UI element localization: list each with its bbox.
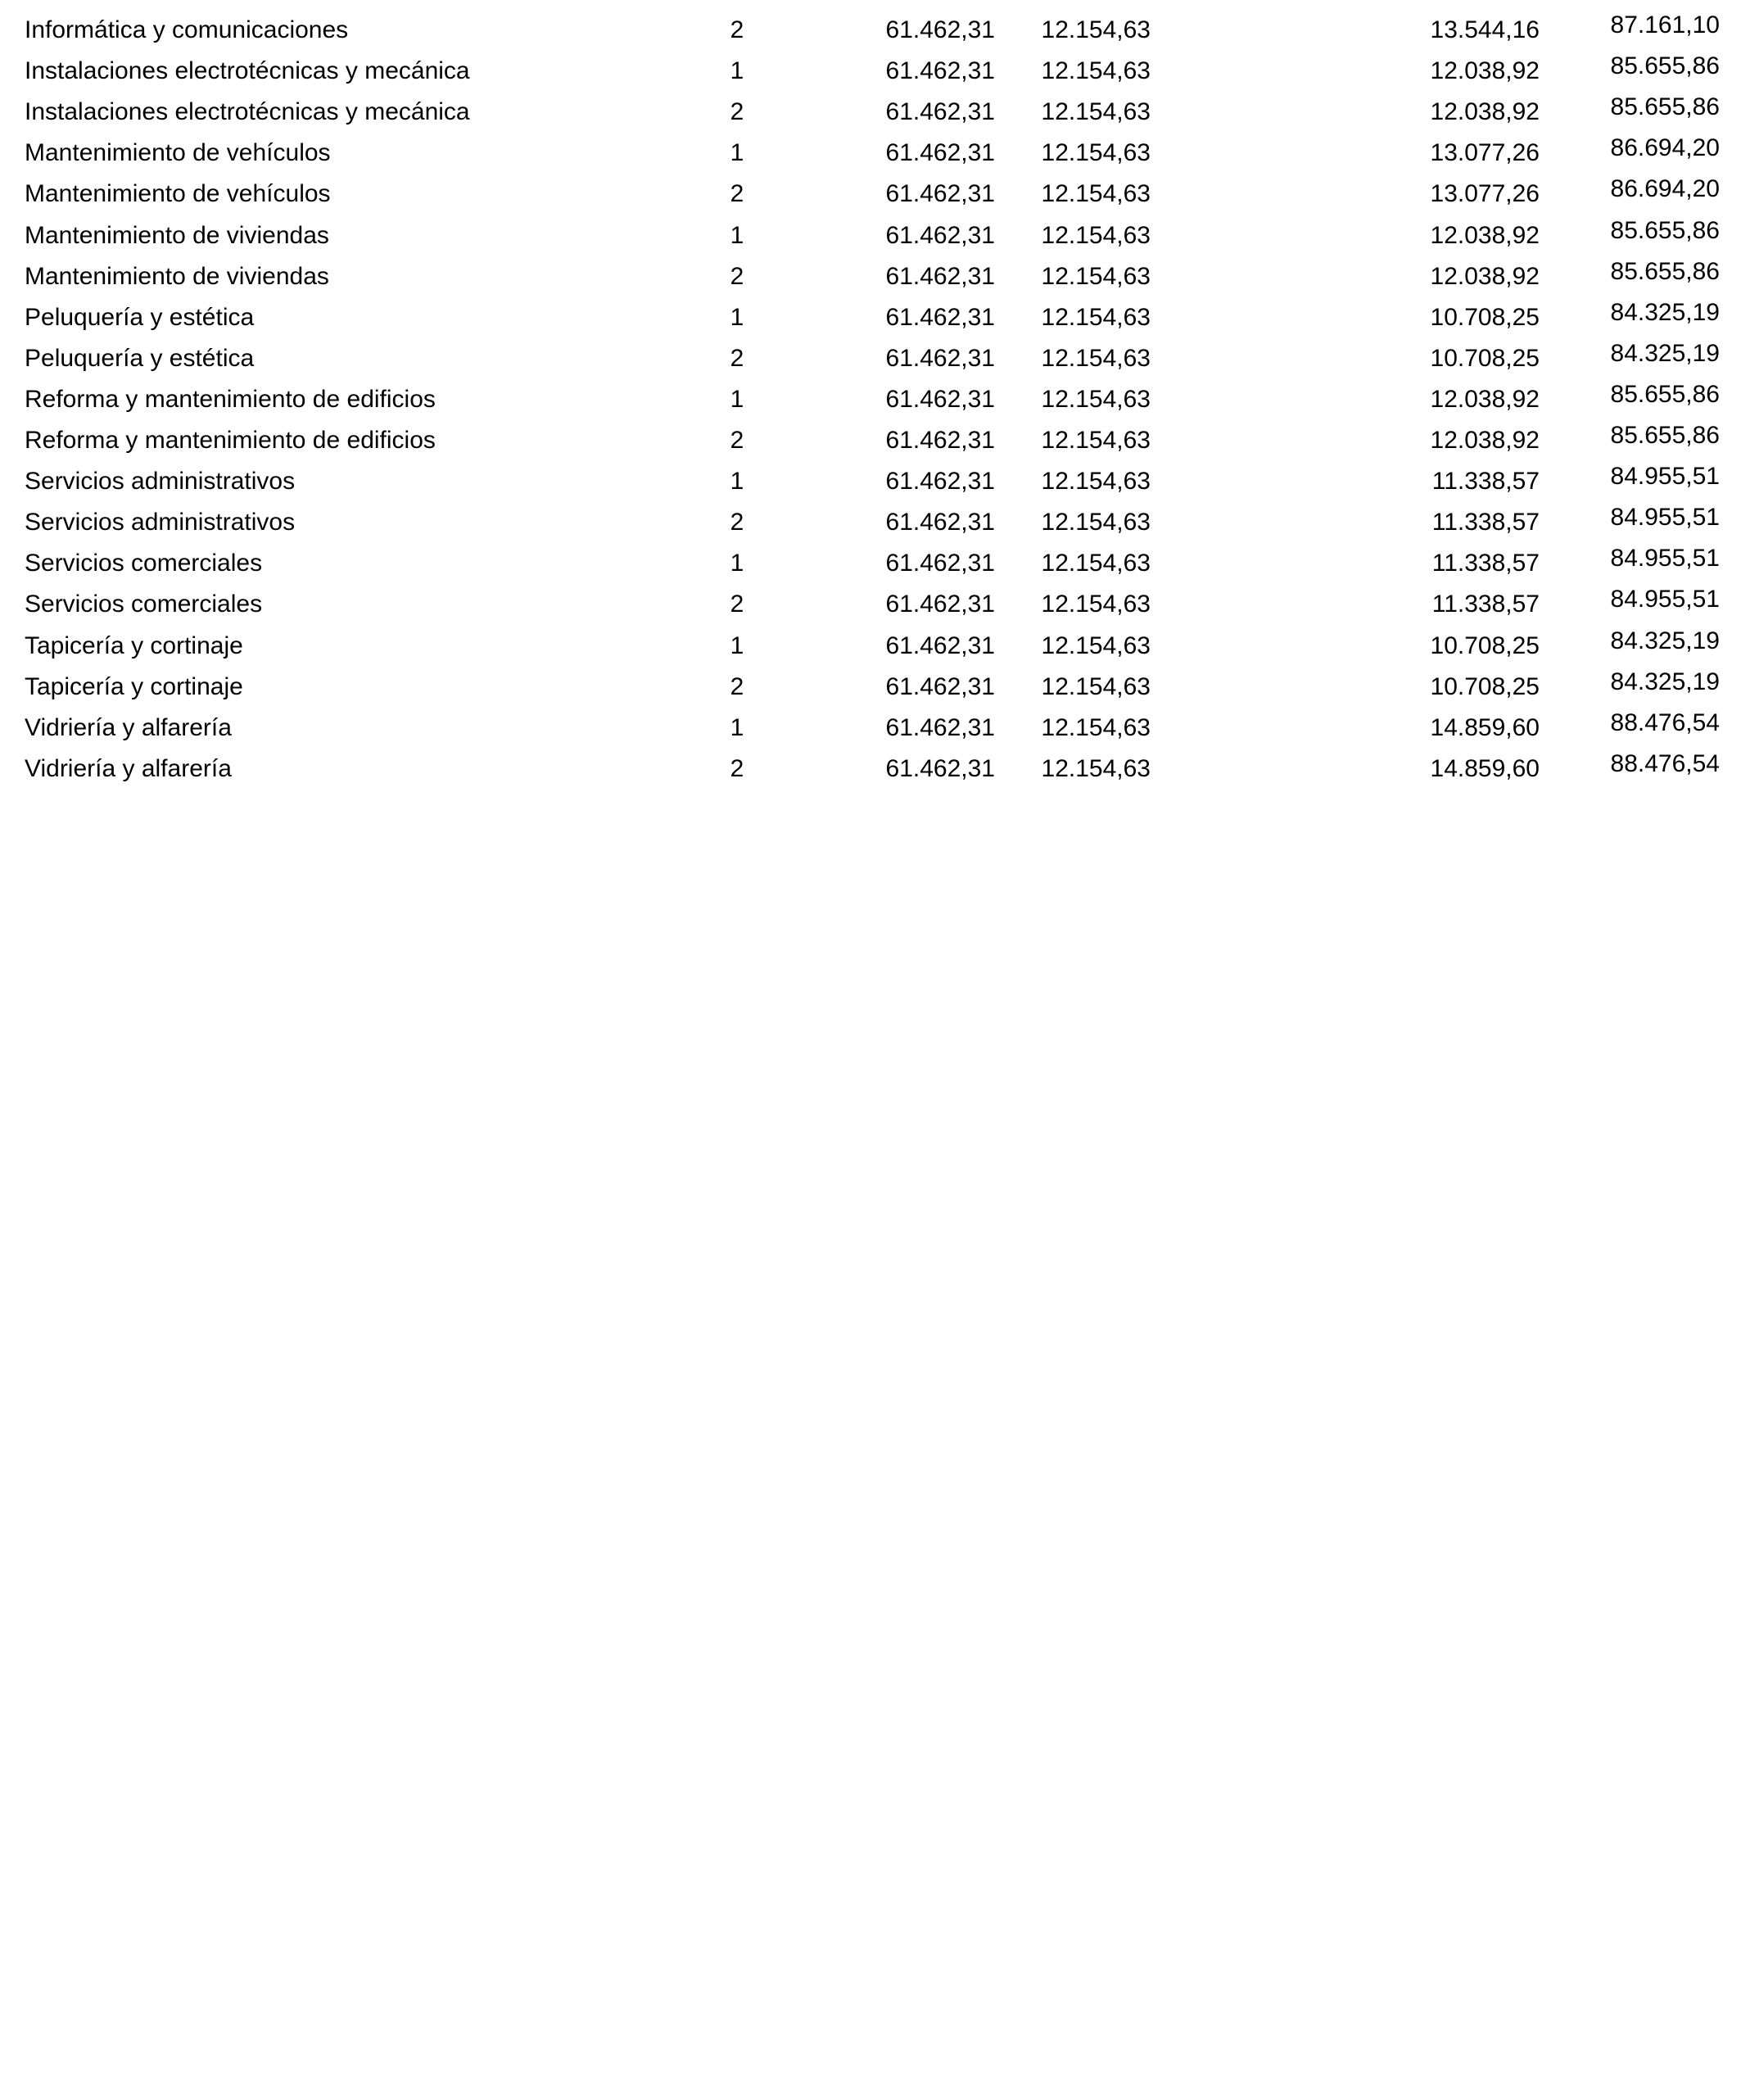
amount-cell-2: 12.154,63	[1041, 631, 1151, 659]
amount-cell-1: 61.462,31	[885, 427, 995, 454]
level-cell: 2	[730, 509, 744, 536]
amount-cell-1: 61.462,31	[885, 303, 995, 331]
specialty-cell: Informática y comunicaciones	[25, 16, 349, 43]
level-cell: 1	[730, 550, 744, 577]
table-row	[0, 52, 1741, 100]
table-row	[0, 11, 1741, 59]
specialty-cell: Reforma y mantenimiento de edificios	[25, 427, 436, 454]
amount-cell-3: 11.338,57	[1431, 509, 1540, 536]
specialty-cell: Peluquería y estética	[25, 303, 255, 331]
specialty-cell: Mantenimiento de vehículos	[25, 180, 331, 208]
table-row	[0, 504, 1741, 551]
level-cell: 2	[730, 180, 744, 208]
amount-cell-3: 13.077,26	[1430, 139, 1540, 167]
amount-cell-1: 61.462,31	[885, 221, 995, 249]
amount-cell-2: 12.154,63	[1041, 98, 1151, 126]
total-cell: 88.476,54	[1610, 708, 1720, 736]
amount-cell-3: 11.338,57	[1431, 591, 1540, 618]
total-cell: 87.161,10	[1610, 11, 1720, 38]
amount-cell-1: 61.462,31	[885, 754, 995, 782]
amount-cell-3: 13.544,16	[1430, 16, 1540, 43]
total-cell: 85.655,86	[1610, 380, 1720, 408]
amount-cell-2: 12.154,63	[1041, 16, 1151, 43]
amount-cell-1: 61.462,31	[885, 139, 995, 167]
amount-cell-1: 61.462,31	[885, 16, 995, 43]
specialty-cell: Reforma y mantenimiento de edificios	[25, 385, 436, 413]
amount-cell-3: 14.859,60	[1430, 713, 1540, 741]
level-cell: 2	[730, 16, 744, 43]
total-cell: 85.655,86	[1610, 52, 1720, 80]
table-row	[0, 93, 1741, 141]
table-row	[0, 627, 1741, 675]
total-cell: 85.655,86	[1610, 422, 1720, 449]
amount-cell-3: 13.077,26	[1430, 180, 1540, 208]
total-cell: 84.325,19	[1610, 668, 1720, 695]
amount-cell-3: 10.708,25	[1430, 344, 1540, 372]
total-cell: 88.476,54	[1610, 749, 1720, 777]
specialty-cell: Mantenimiento de viviendas	[25, 221, 329, 249]
level-cell: 1	[730, 713, 744, 741]
level-cell: 1	[730, 221, 744, 249]
amount-cell-1: 61.462,31	[885, 262, 995, 290]
specialty-cell: Servicios comerciales	[25, 591, 263, 618]
amount-cell-2: 12.154,63	[1041, 303, 1151, 331]
table-row	[0, 668, 1741, 716]
amount-cell-2: 12.154,63	[1041, 754, 1151, 782]
table-row	[0, 380, 1741, 428]
amount-cell-2: 12.154,63	[1041, 262, 1151, 290]
amount-cell-3: 12.038,92	[1430, 427, 1540, 454]
amount-cell-2: 12.154,63	[1041, 591, 1151, 618]
total-cell: 85.655,86	[1610, 257, 1720, 285]
table-row	[0, 708, 1741, 757]
amount-cell-3: 12.038,92	[1430, 385, 1540, 413]
level-cell: 2	[730, 98, 744, 126]
amount-cell-1: 61.462,31	[885, 468, 995, 496]
table-row	[0, 298, 1741, 346]
amount-cell-1: 61.462,31	[885, 344, 995, 372]
table-row	[0, 257, 1741, 305]
amount-cell-2: 12.154,63	[1041, 344, 1151, 372]
total-cell: 84.955,51	[1610, 545, 1720, 573]
table-row	[0, 175, 1741, 223]
level-cell: 1	[730, 631, 744, 659]
specialty-cell: Tapicería y cortinaje	[25, 631, 243, 659]
amount-cell-1: 61.462,31	[885, 550, 995, 577]
amount-cell-1: 61.462,31	[885, 591, 995, 618]
specialty-cell: Instalaciones electrotécnicas y mecánica	[25, 98, 470, 126]
amount-cell-2: 12.154,63	[1041, 550, 1151, 577]
total-cell: 84.955,51	[1610, 463, 1720, 491]
specialty-cell: Servicios comerciales	[25, 550, 263, 577]
amount-cell-3: 14.859,60	[1430, 754, 1540, 782]
amount-cell-3: 12.038,92	[1430, 262, 1540, 290]
total-cell: 85.655,86	[1610, 216, 1720, 244]
table-row	[0, 134, 1741, 182]
total-cell: 84.325,19	[1610, 339, 1720, 367]
table-row	[0, 422, 1741, 469]
table-row	[0, 545, 1741, 592]
level-cell: 2	[730, 754, 744, 782]
level-cell: 2	[730, 427, 744, 454]
specialty-cell: Tapicería y cortinaje	[25, 672, 243, 700]
amount-cell-3: 12.038,92	[1430, 98, 1540, 126]
table-row	[0, 216, 1741, 265]
amount-cell-1: 61.462,31	[885, 180, 995, 208]
amount-cell-2: 12.154,63	[1041, 509, 1151, 536]
level-cell: 2	[730, 344, 744, 372]
amount-cell-1: 61.462,31	[885, 385, 995, 413]
amount-cell-1: 61.462,31	[885, 713, 995, 741]
total-cell: 86.694,20	[1610, 175, 1720, 203]
total-cell: 84.955,51	[1610, 504, 1720, 532]
total-cell: 84.325,19	[1610, 627, 1720, 654]
specialty-cell: Mantenimiento de viviendas	[25, 262, 329, 290]
table-row	[0, 463, 1741, 510]
amount-cell-2: 12.154,63	[1041, 427, 1151, 454]
amount-cell-2: 12.154,63	[1041, 57, 1151, 85]
amount-cell-1: 61.462,31	[885, 57, 995, 85]
amount-cell-3: 11.338,57	[1431, 468, 1540, 496]
amount-cell-1: 61.462,31	[885, 631, 995, 659]
total-cell: 84.325,19	[1610, 298, 1720, 326]
level-cell: 1	[730, 468, 744, 496]
total-cell: 85.655,86	[1610, 93, 1720, 121]
amount-cell-3: 10.708,25	[1430, 631, 1540, 659]
amount-cell-3: 12.038,92	[1430, 57, 1540, 85]
specialty-cell: Peluquería y estética	[25, 344, 255, 372]
specialty-cell: Mantenimiento de vehículos	[25, 139, 331, 167]
amount-cell-2: 12.154,63	[1041, 180, 1151, 208]
level-cell: 2	[730, 672, 744, 700]
amount-cell-2: 12.154,63	[1041, 221, 1151, 249]
table-row	[0, 339, 1741, 387]
specialty-cell: Servicios administrativos	[25, 509, 296, 536]
amount-cell-1: 61.462,31	[885, 509, 995, 536]
specialty-cell: Servicios administrativos	[25, 468, 296, 496]
table-row	[0, 586, 1741, 633]
specialty-cell: Instalaciones electrotécnicas y mecánica	[25, 57, 470, 85]
amount-cell-2: 12.154,63	[1041, 385, 1151, 413]
level-cell: 1	[730, 57, 744, 85]
level-cell: 1	[730, 139, 744, 167]
amount-cell-3: 12.038,92	[1430, 221, 1540, 249]
specialty-cell: Vidriería y alfarería	[25, 754, 232, 782]
amount-cell-3: 10.708,25	[1430, 672, 1540, 700]
table-row	[0, 749, 1741, 798]
amount-cell-2: 12.154,63	[1041, 672, 1151, 700]
level-cell: 2	[730, 591, 744, 618]
level-cell: 2	[730, 262, 744, 290]
amount-cell-2: 12.154,63	[1041, 468, 1151, 496]
total-cell: 84.955,51	[1610, 586, 1720, 613]
amount-cell-1: 61.462,31	[885, 98, 995, 126]
amount-cell-3: 10.708,25	[1430, 303, 1540, 331]
amount-cell-2: 12.154,63	[1041, 713, 1151, 741]
amount-cell-3: 11.338,57	[1431, 550, 1540, 577]
level-cell: 1	[730, 303, 744, 331]
amount-cell-2: 12.154,63	[1041, 139, 1151, 167]
level-cell: 1	[730, 385, 744, 413]
total-cell: 86.694,20	[1610, 134, 1720, 162]
specialty-cell: Vidriería y alfarería	[25, 713, 232, 741]
amount-cell-1: 61.462,31	[885, 672, 995, 700]
